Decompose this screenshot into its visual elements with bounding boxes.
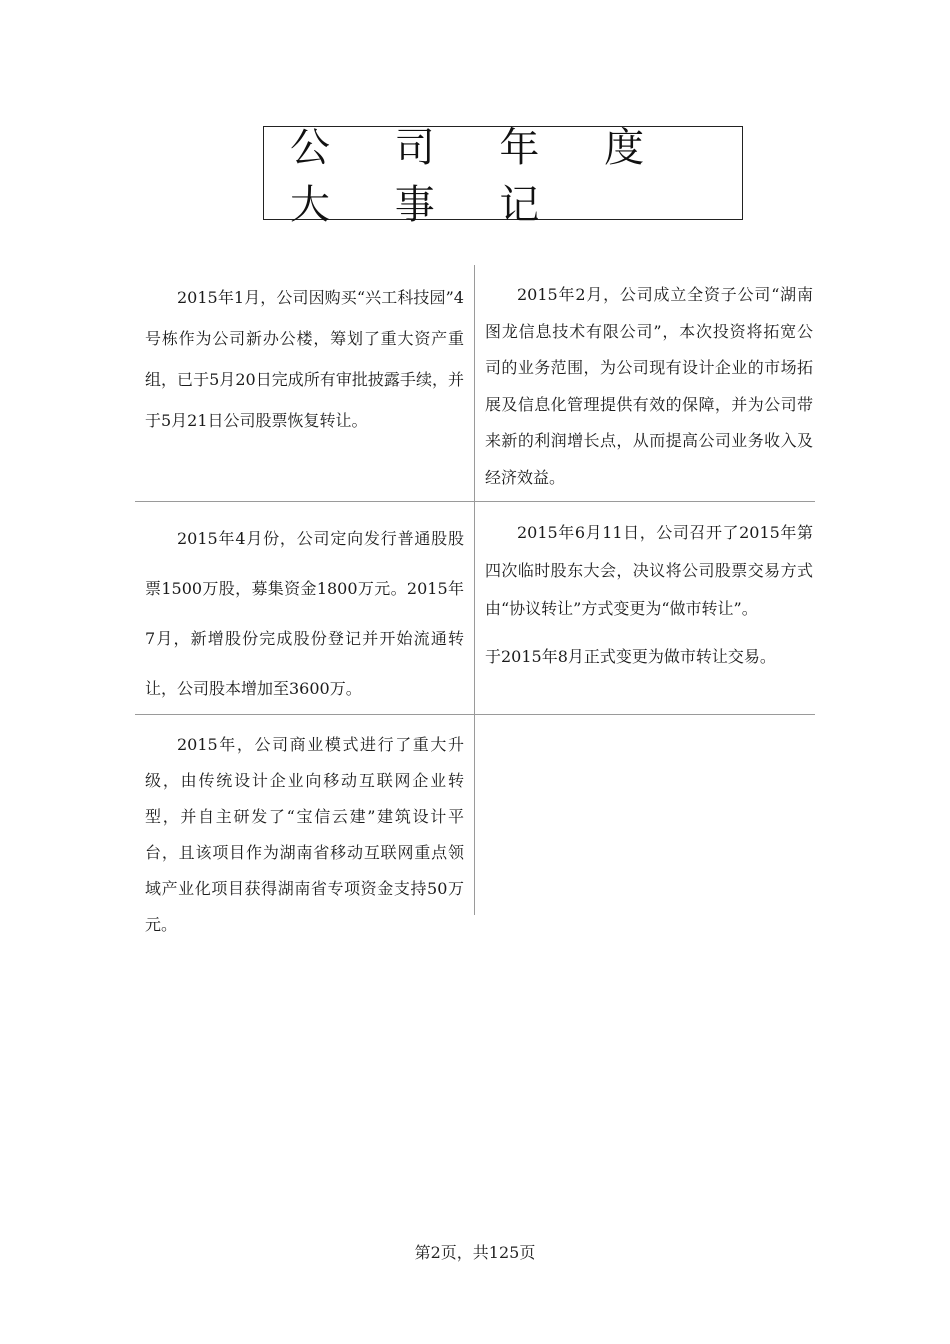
event-text: 2015年6月11日，公司召开了2015年第四次临时股东大会，决议将公司股票交易方式由“协议转让”方式变更为“做市转让”。 [485,523,813,618]
event-text: 2015年2月，公司成立全资子公司“湖南图龙信息技术有限公司”，本次投资将拓宽公司的业务范围，为公司现有设计企业的市场拓展及信息化管理提供有效的保障，并为公司带来新的利润增长点，从而提高公司业务收入及经济效益。 [485,285,813,487]
events-row [135,502,815,715]
page-title: 公 司 年 度 大 事 记 [290,125,671,228]
event-text: 于2015年8月正式变更为做市转让交易。 [485,647,776,666]
event-text: 2015年，公司商业模式进行了重大升级，由传统设计企业向移动互联网企业转型，并自主研发了“宝信云建”建筑设计平台，且该项目作为湖南省移动互联网重点领域产业化项目获得湖南省专项资金支持50万元。 [145,735,464,934]
events-row [135,265,815,502]
title-box [263,125,743,228]
event-cell [135,715,475,934]
events-table [135,265,815,934]
event-text: 2015年4月份，公司定向发行普通股股票1500万股，募集资金1800万元。2015年7月，新增股份完成股份登记并开始流通转让，公司股本增加至3600万。 [145,529,464,698]
events-row [135,715,815,934]
event-cell [475,502,815,714]
event-cell [135,265,475,501]
event-text: 2015年1月，公司因购买“兴工科技园”4号栋作为公司新办公楼，筹划了重大资产重组，已于5月20日完成所有审批披露手续，并于5月21日公司股票恢复转让。 [145,288,464,430]
event-cell [475,265,815,501]
event-cell [135,502,475,714]
empty-cell [475,715,815,915]
page-footer: 第2页，共125页 [414,1243,536,1262]
